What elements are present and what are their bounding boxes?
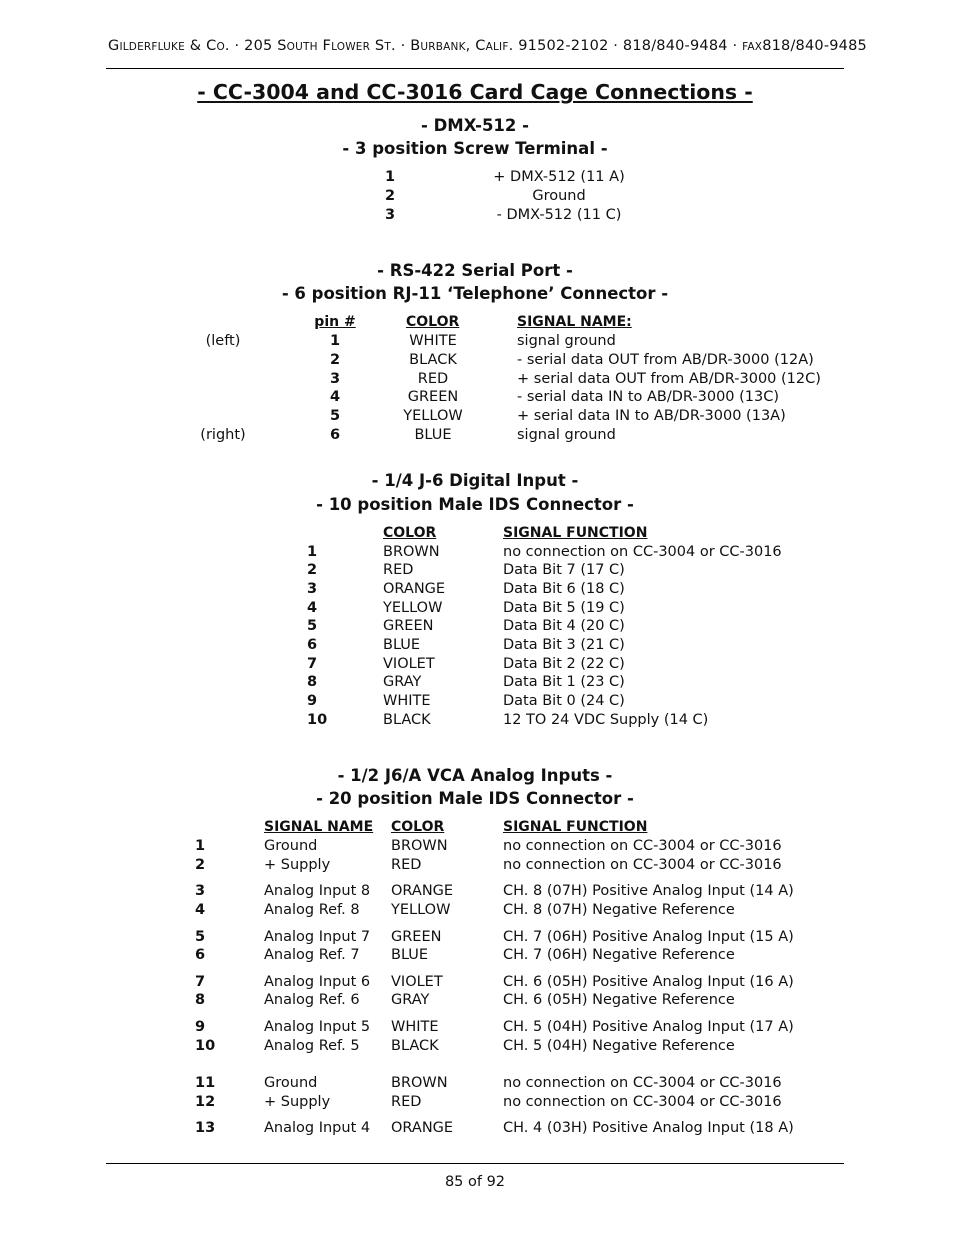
rs422-pin-number: 5 bbox=[329, 408, 341, 424]
digital-pin-number: 4 bbox=[307, 600, 318, 616]
analog-pin-number: 10 bbox=[195, 1038, 216, 1054]
analog-signal-name: Analog Input 5 bbox=[264, 1019, 371, 1035]
digital-heading: - 1/4 J-6 Digital Input - bbox=[371, 471, 579, 490]
analog-wire-color: GRAY bbox=[391, 992, 430, 1008]
footer-divider bbox=[106, 1163, 844, 1164]
analog-signal-name: Analog Input 4 bbox=[264, 1120, 371, 1136]
analog-signal-function: no connection on CC-3004 or CC-3016 bbox=[503, 1075, 782, 1091]
rs422-signal-name: + serial data OUT from AB/DR-3000 (12C) bbox=[517, 371, 821, 387]
analog-signal-function: CH. 5 (04H) Negative Reference bbox=[503, 1038, 735, 1054]
rs422-header-color: COLOR bbox=[406, 314, 460, 330]
analog-wire-color: VIOLET bbox=[391, 974, 443, 990]
analog-signal-name: Ground bbox=[264, 1075, 318, 1091]
rs422-signal-name: + serial data IN to AB/DR-3000 (13A) bbox=[517, 408, 786, 424]
analog-signal-name: Analog Ref. 8 bbox=[264, 902, 360, 918]
analog-signal-function: CH. 7 (06H) Negative Reference bbox=[503, 947, 735, 963]
analog-pin-number: 13 bbox=[195, 1120, 216, 1136]
digital-subheading: - 10 position Male IDS Connector - bbox=[316, 495, 634, 514]
digital-wire-color: BROWN bbox=[383, 544, 440, 560]
analog-signal-name: Analog Input 8 bbox=[264, 883, 371, 899]
digital-wire-color: BLACK bbox=[383, 712, 431, 728]
analog-signal-name: Analog Input 6 bbox=[264, 974, 371, 990]
rs422-signal-name: signal ground bbox=[517, 427, 616, 443]
rs422-subheading: - 6 position RJ-11 ‘Telephone’ Connector - bbox=[281, 284, 669, 303]
dmx-heading: - DMX-512 - bbox=[421, 116, 529, 135]
rs422-side-label: (right) bbox=[200, 427, 246, 443]
digital-pin-number: 9 bbox=[307, 693, 318, 709]
header-divider bbox=[106, 68, 844, 69]
analog-wire-color: BROWN bbox=[391, 1075, 448, 1091]
analog-pin-number: 4 bbox=[195, 902, 206, 918]
digital-pin-number: 7 bbox=[307, 656, 318, 672]
digital-pin-number: 5 bbox=[307, 618, 318, 634]
analog-wire-color: ORANGE bbox=[391, 883, 454, 899]
page-title: - CC-3004 and CC-3016 Card Cage Connections - bbox=[197, 80, 753, 104]
analog-signal-name: Analog Ref. 5 bbox=[264, 1038, 360, 1054]
rs422-wire-color: BLUE bbox=[414, 427, 452, 443]
page-number: 85 of 92 bbox=[444, 1174, 506, 1190]
analog-signal-function: CH. 5 (04H) Positive Analog Input (17 A) bbox=[503, 1019, 794, 1035]
analog-header-name: SIGNAL NAME bbox=[264, 819, 374, 835]
rs422-heading: - RS-422 Serial Port - bbox=[377, 261, 573, 280]
analog-wire-color: WHITE bbox=[391, 1019, 439, 1035]
analog-subheading: - 20 position Male IDS Connector - bbox=[316, 789, 634, 808]
rs422-wire-color: WHITE bbox=[409, 333, 457, 349]
dmx-pin-number: 1 bbox=[385, 169, 396, 185]
analog-pin-number: 1 bbox=[195, 838, 206, 854]
analog-signal-function: no connection on CC-3004 or CC-3016 bbox=[503, 857, 782, 873]
analog-signal-function: CH. 6 (05H) Positive Analog Input (16 A) bbox=[503, 974, 794, 990]
analog-signal-function: CH. 6 (05H) Negative Reference bbox=[503, 992, 735, 1008]
analog-signal-name: Analog Ref. 7 bbox=[264, 947, 360, 963]
rs422-pin-number: 3 bbox=[329, 371, 341, 387]
digital-pin-number: 1 bbox=[307, 544, 318, 560]
analog-pin-number: 6 bbox=[195, 947, 206, 963]
analog-signal-function: no connection on CC-3004 or CC-3016 bbox=[503, 838, 782, 854]
rs422-pin-number: 1 bbox=[329, 333, 341, 349]
rs422-wire-color: GREEN bbox=[407, 389, 459, 405]
digital-signal-function: Data Bit 6 (18 C) bbox=[503, 581, 625, 597]
rs422-pin-number: 6 bbox=[329, 427, 341, 443]
dmx-pin-description: + DMX-512 (11 A) bbox=[493, 169, 625, 185]
digital-signal-function: Data Bit 3 (21 C) bbox=[503, 637, 625, 653]
analog-pin-number: 3 bbox=[195, 883, 206, 899]
digital-pin-number: 3 bbox=[307, 581, 318, 597]
analog-wire-color: ORANGE bbox=[391, 1120, 454, 1136]
digital-wire-color: RED bbox=[383, 562, 414, 578]
analog-pin-number: 5 bbox=[195, 929, 206, 945]
digital-signal-function: Data Bit 1 (23 C) bbox=[503, 674, 625, 690]
analog-pin-number: 9 bbox=[195, 1019, 206, 1035]
rs422-signal-name: - serial data IN to AB/DR-3000 (13C) bbox=[517, 389, 780, 405]
analog-wire-color: RED bbox=[391, 857, 422, 873]
digital-signal-function: Data Bit 2 (22 C) bbox=[503, 656, 625, 672]
analog-signal-name: + Supply bbox=[264, 1094, 331, 1110]
rs422-header-signal: SIGNAL NAME: bbox=[517, 314, 632, 330]
digital-wire-color: GRAY bbox=[383, 674, 422, 690]
digital-header-function: SIGNAL FUNCTION bbox=[503, 525, 648, 541]
rs422-wire-color: RED bbox=[417, 371, 449, 387]
analog-signal-name: Ground bbox=[264, 838, 318, 854]
analog-signal-function: CH. 4 (03H) Positive Analog Input (18 A) bbox=[503, 1120, 794, 1136]
analog-signal-name: Analog Input 7 bbox=[264, 929, 371, 945]
dmx-pin-number: 3 bbox=[385, 207, 396, 223]
analog-signal-function: no connection on CC-3004 or CC-3016 bbox=[503, 1094, 782, 1110]
page-header: GILDERFLUKE & CO. · 205 SOUTH FLOWER ST. · BURBANK, CALIF. 91502-2102 · 818/840-9484 · FAX818/840-9485 bbox=[108, 38, 867, 54]
dmx-subheading: - 3 position Screw Terminal - bbox=[342, 139, 608, 158]
rs422-side-label: (left) bbox=[205, 333, 241, 349]
analog-pin-number: 7 bbox=[195, 974, 206, 990]
digital-signal-function: Data Bit 0 (24 C) bbox=[503, 693, 625, 709]
analog-signal-function: CH. 8 (07H) Positive Analog Input (14 A) bbox=[503, 883, 794, 899]
rs422-wire-color: YELLOW bbox=[403, 408, 463, 424]
analog-wire-color: GREEN bbox=[391, 929, 442, 945]
digital-pin-number: 2 bbox=[307, 562, 318, 578]
rs422-header-pin: pin # bbox=[314, 314, 356, 330]
analog-pin-number: 8 bbox=[195, 992, 206, 1008]
analog-wire-color: BROWN bbox=[391, 838, 448, 854]
rs422-signal-name: signal ground bbox=[517, 333, 616, 349]
digital-wire-color: VIOLET bbox=[383, 656, 435, 672]
digital-wire-color: ORANGE bbox=[383, 581, 446, 597]
digital-signal-function: no connection on CC-3004 or CC-3016 bbox=[503, 544, 782, 560]
digital-wire-color: WHITE bbox=[383, 693, 431, 709]
analog-header-color: COLOR bbox=[391, 819, 445, 835]
analog-wire-color: BLUE bbox=[391, 947, 429, 963]
digital-pin-number: 8 bbox=[307, 674, 318, 690]
digital-wire-color: YELLOW bbox=[383, 600, 443, 616]
analog-pin-number: 11 bbox=[195, 1075, 216, 1091]
digital-signal-function: Data Bit 7 (17 C) bbox=[503, 562, 625, 578]
digital-header-color: COLOR bbox=[383, 525, 437, 541]
rs422-pin-number: 2 bbox=[329, 352, 341, 368]
analog-wire-color: BLACK bbox=[391, 1038, 439, 1054]
dmx-pin-description: - DMX-512 (11 C) bbox=[496, 207, 622, 223]
analog-wire-color: YELLOW bbox=[391, 902, 451, 918]
digital-wire-color: BLUE bbox=[383, 637, 421, 653]
digital-pin-number: 10 bbox=[307, 712, 328, 728]
digital-pin-number: 6 bbox=[307, 637, 318, 653]
analog-signal-function: CH. 8 (07H) Negative Reference bbox=[503, 902, 735, 918]
analog-signal-name: Analog Ref. 6 bbox=[264, 992, 360, 1008]
digital-wire-color: GREEN bbox=[383, 618, 434, 634]
analog-pin-number: 12 bbox=[195, 1094, 216, 1110]
rs422-signal-name: - serial data OUT from AB/DR-3000 (12A) bbox=[517, 352, 814, 368]
digital-signal-function: Data Bit 5 (19 C) bbox=[503, 600, 625, 616]
analog-signal-function: CH. 7 (06H) Positive Analog Input (15 A) bbox=[503, 929, 794, 945]
analog-wire-color: RED bbox=[391, 1094, 422, 1110]
analog-heading: - 1/2 J6/A VCA Analog Inputs - bbox=[337, 766, 613, 785]
analog-signal-name: + Supply bbox=[264, 857, 331, 873]
rs422-pin-number: 4 bbox=[329, 389, 341, 405]
analog-header-function: SIGNAL FUNCTION bbox=[503, 819, 648, 835]
dmx-pin-number: 2 bbox=[385, 188, 396, 204]
digital-signal-function: Data Bit 4 (20 C) bbox=[503, 618, 625, 634]
analog-pin-number: 2 bbox=[195, 857, 206, 873]
rs422-wire-color: BLACK bbox=[409, 352, 457, 368]
dmx-pin-description: Ground bbox=[532, 188, 586, 204]
digital-signal-function: 12 TO 24 VDC Supply (14 C) bbox=[503, 712, 709, 728]
